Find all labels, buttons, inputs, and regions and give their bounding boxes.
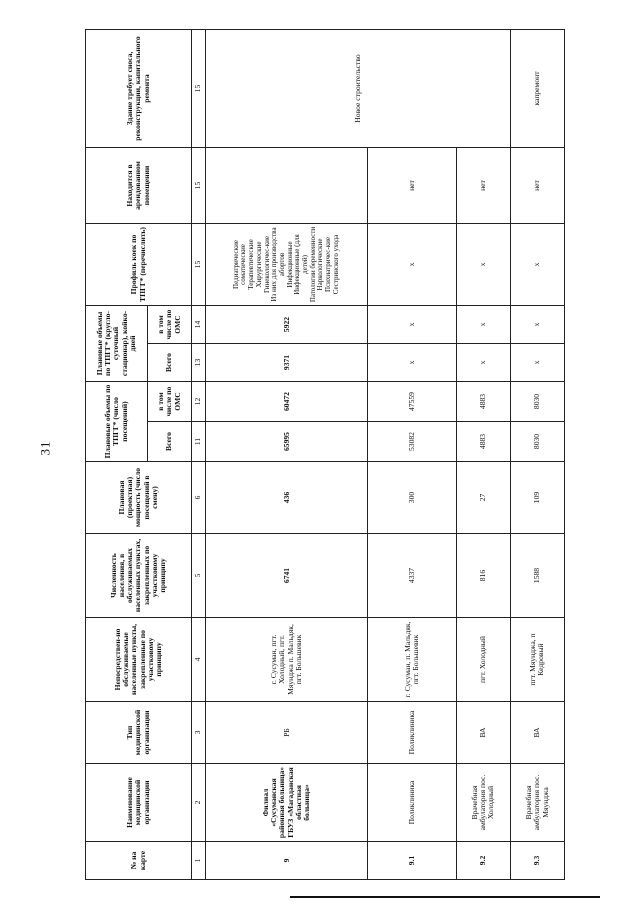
row-visits-oms: 60472 [206,382,368,422]
col-number: 2 [192,764,206,842]
row-type: Поликлиника [368,702,457,764]
column-number-row [192,30,206,880]
header-capacity: Плановая (проектная) мощность (число посещений в смену) [86,462,192,534]
row-rented: нет [368,148,457,224]
row-rented: нет [456,148,510,224]
row-type: ВА [510,702,564,764]
footnote-divider [290,896,600,898]
row-beds-oms: х [456,306,510,344]
header-beds-oms: в том числе по ОМС [148,306,192,344]
row-num: 9.2 [456,842,510,880]
col-number: 11 [192,422,206,462]
header-visits-oms: в том числе по ОМС [148,382,192,422]
header-repair: Здание требует сноса, реконструкции, капитального ремонта [86,30,192,148]
row-visits-total: 65995 [206,422,368,462]
row-name: Филиал «Сусуманская районная больница» ГБУЗ «Магаданская областная больница» [206,764,368,842]
row-name: Поликлиника [368,764,457,842]
row-capacity: 436 [206,462,368,534]
row-visits-oms: 8030 [510,382,564,422]
medical-organizations-table [85,29,565,880]
profile-item: Гинекологичес-кие [262,236,271,293]
row-population: 6741 [206,534,368,618]
col-number: 4 [192,618,206,702]
row-num: 9.1 [368,842,457,880]
header-profiles: Профиль коек по ТПГГ* (перечислить) [86,224,192,306]
row-population: 816 [456,534,510,618]
col-number: 6 [192,462,206,534]
row-beds-oms: 5922 [206,306,368,344]
row-visits-oms: 47559 [368,382,457,422]
page-number: 31 [37,440,53,456]
row-profiles: х [510,224,564,306]
row-profiles: х [368,224,457,306]
row-beds-total: х [368,344,457,382]
col-number: 3 [192,702,206,764]
profile-item: Психиатричес-кие [324,237,333,292]
col-number: 14 [192,306,206,344]
header-rented: Находится в арендованном помещении [86,148,192,224]
header-type: Тип медицинской организации [86,702,192,764]
row-repair: капремонт [510,30,564,148]
table-row [368,30,457,880]
profile-item: Терапевтические [247,239,256,290]
row-settlements: г. Сусуман, пгт. Холодный, пгт. Мяунджа п. Мальдяк, пгт. Большевик [206,618,368,702]
row-repair-merged: Новое строительство [206,30,511,148]
col-number: 1 [192,842,206,880]
row-capacity: 109 [510,462,564,534]
row-num: 9 [206,842,368,880]
table-row [456,30,510,880]
row-beds-oms: х [510,306,564,344]
header-population: Численность населения, в обслуживаемых населенных пунктах, закрепленных по участковому принципу [86,534,192,618]
row-rented: нет [510,148,564,224]
col-number: 15 [192,30,206,148]
row-name: Врачебная амбулатория пос. Холодный [456,764,510,842]
row-beds-total: х [456,344,510,382]
row-capacity: 27 [456,462,510,534]
header-visits-total: Всего [148,422,192,462]
row-settlements: пгт. Мяунджа, п Кедровый [510,618,564,702]
col-number: 13 [192,344,206,382]
profile-item: Наркологические [316,238,325,291]
row-profiles [206,224,368,306]
header-num: № на карте [86,842,192,880]
row-type: РБ [206,702,368,764]
row-visits-total: 4883 [456,422,510,462]
profile-item: Сестринского ухода [331,234,340,295]
row-visits-oms: 4883 [456,382,510,422]
profile-item: Педиатрические соматические [231,240,248,289]
table-row [510,30,564,880]
header-settlements: Непосредствен-но обслуживаемые населенные пункты, закрепленные по участковому принципу [86,618,192,702]
header-beds-total: Всего [148,344,192,382]
row-beds-total: х [510,344,564,382]
row-profiles: х [456,224,510,306]
row-population: 1588 [510,534,564,618]
profile-item: Инфекционные [285,241,294,288]
row-type: ВА [456,702,510,764]
row-capacity: 300 [368,462,457,534]
row-visits-total: 8030 [510,422,564,462]
header-visits-group: Плановые объемы по ТПГГ* (число посещений) [86,382,148,462]
col-number: 15 [192,148,206,224]
row-beds-oms: х [368,306,457,344]
header-name: Наименование медицинской организации [86,764,192,842]
row-beds-total: 9371 [206,344,368,382]
row-settlements: пгт. Холодный [456,618,510,702]
profile-item: Инфекционные (для детей) [293,234,309,295]
header-beds-group: Плановые объемы по ТПГГ* (кругло-суточный стационар), койко-дней [86,306,148,382]
row-name: Врачебная амбулатория пос. Мяунджа [510,764,564,842]
row-population: 4337 [368,534,457,618]
profile-item: Хирургические [254,241,263,288]
col-number: 5 [192,534,206,618]
profile-item: Патологии беременности [308,226,317,303]
rotated-table-wrapper [85,30,565,880]
row-visits-total: 53082 [368,422,457,462]
row-settlements: г. Сусуман, п. Мальдяк, пгт. Большевик [368,618,457,702]
col-number: 12 [192,382,206,422]
table-row [206,30,368,880]
row-num: 9.3 [510,842,564,880]
row-rented [206,148,368,224]
col-number: 15 [192,224,206,306]
profile-item: Из них для производства абортов [270,227,286,302]
